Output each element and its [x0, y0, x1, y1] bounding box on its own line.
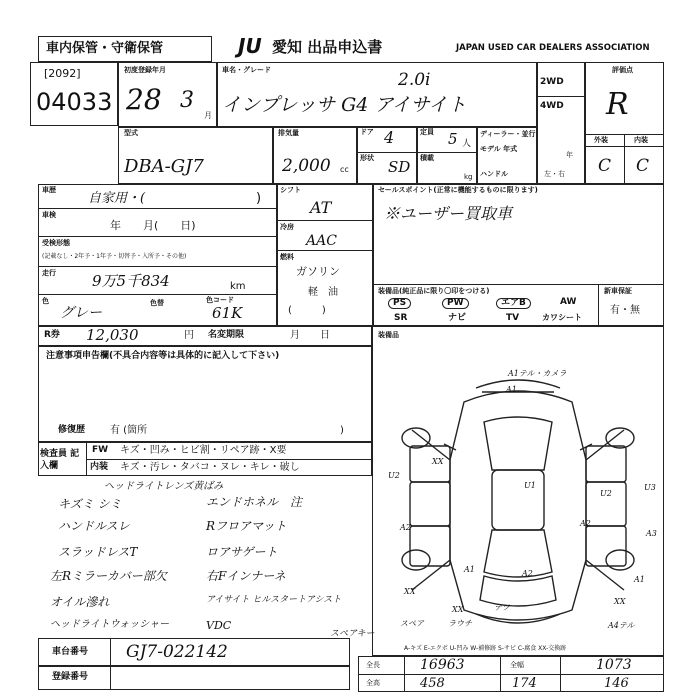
capacity: 5 [448, 130, 458, 148]
equip-tv: TV [506, 313, 520, 323]
ext-grade: C [598, 156, 612, 176]
use-label: 車歴 [42, 186, 56, 194]
drive-2wd: 2WD [540, 77, 564, 87]
association-en: JAPAN USED CAR DEALERS ASSOCIATION [456, 43, 650, 53]
regnum-label: 登録番号 [52, 672, 89, 682]
mark-a2-right: A2 [580, 519, 591, 528]
note-line-7: 左Rミラーカバー部欠 [50, 569, 167, 583]
note-line-1: キズミ シミ [58, 497, 122, 511]
mark-tetsu: テツ [494, 603, 510, 612]
model-code: DBA-GJ7 [124, 156, 204, 177]
ac-label: 冷房 [280, 223, 294, 231]
shift-label: シフト [280, 186, 301, 194]
equip-sr: SR [394, 313, 408, 323]
equip-leather: カワシート [542, 313, 582, 322]
equip-pw: PW [442, 298, 469, 309]
equip-label: 装備品(純正品に限り〇印をつける) [378, 287, 490, 295]
month-unit: 月 [204, 111, 212, 120]
length-label: 全長 [366, 661, 380, 669]
door-count: 4 [384, 128, 395, 147]
dealer-label: ディーラー・並行 [480, 130, 536, 138]
first-reg-month: 3 [180, 88, 194, 113]
car-name: インプレッサ G4 アイサイト [222, 94, 467, 116]
mark-xx-rear-right: XX [614, 597, 626, 606]
shift-value: AT [310, 198, 332, 217]
chassis-label: 車台番号 [52, 647, 89, 657]
height-3: 146 [604, 676, 629, 691]
note-line-5: スラッドレスT [58, 545, 138, 559]
note-line-2: エンドホネル 注 [206, 495, 303, 509]
chassis-number: GJ7-022142 [126, 642, 228, 662]
color-value: グレー [60, 305, 102, 321]
shape-label: 形状 [360, 154, 374, 162]
fuel-label: 燃料 [280, 253, 294, 261]
int-grade: C [636, 156, 650, 176]
disp-unit: cc [340, 165, 349, 174]
ext-label: 外装 [594, 136, 608, 144]
mark-u2-right: U2 [600, 489, 612, 498]
inspector-in-items: キズ・汚レ・タバコ・ヌレ・キレ・破し [120, 462, 300, 473]
mark-xx-left: XX [432, 457, 444, 466]
storage-label: 車内保管・守衛保管 [46, 41, 164, 56]
inspector-label: 検査員 記入欄 [40, 449, 80, 471]
mark-xx-bottom: XX [452, 605, 464, 614]
model-label: 型式 [124, 129, 138, 137]
note-line-11: ヘッドライトウォッシャー [50, 619, 170, 630]
year-unit: 年 [566, 151, 573, 159]
handle-options: 左・右 [544, 170, 565, 178]
repair-label: 修復歴 [58, 425, 86, 435]
recv-label: 受検形態 [42, 239, 70, 247]
new-warranty-options: 有・無 [610, 305, 640, 316]
lot-number: 04033 [36, 88, 113, 116]
body-shape: SD [388, 158, 411, 176]
notes-label: 注意事項申告欄(不具合内容等は具体的に記入して下さい) [46, 351, 280, 361]
fuel-alt: 軽 油 [308, 287, 338, 298]
color-change-label: 色替 [150, 299, 164, 307]
damage-legend: A-キズ E-エクボ U-凹み W-補修跡 S-サビ C-腐食 XX-交換跡 [404, 645, 567, 652]
displacement: 2,000 [282, 156, 331, 176]
mark-u3-right: U3 [644, 483, 656, 492]
height-label: 全高 [366, 679, 380, 687]
mileage-unit: km [230, 281, 246, 292]
note-line-12: VDC [206, 619, 232, 632]
name-label: 車名・グレード [222, 66, 271, 74]
note-line-3: ハンドルスレ [58, 519, 130, 533]
length-value: 16963 [420, 657, 465, 673]
mark-a2-rear: A2 [522, 569, 533, 578]
width-label: 全幅 [510, 661, 524, 669]
score-value: R [606, 87, 629, 122]
mark-u1: U1 [524, 481, 536, 490]
mark-a4-rear: A4テル [608, 621, 635, 630]
note-line-9: オイル滲れ [50, 595, 110, 609]
width-value: 1073 [596, 657, 632, 673]
cap-unit: 人 [462, 139, 472, 149]
inspect-label: 車検 [42, 211, 56, 219]
model-year-label: モデル 年式 [480, 145, 518, 153]
first-reg-year: 28 [126, 83, 162, 116]
mark-a1-front: A1 [506, 385, 517, 394]
mark-u2-left: U2 [388, 471, 400, 480]
weight-label: 積載 [420, 154, 434, 162]
int-label: 内装 [634, 136, 648, 144]
score-label: 評価点 [612, 66, 633, 74]
note-line-10: アイサイト ヒルスタートアシスト [206, 595, 342, 605]
drive-4wd: 4WD [540, 101, 564, 111]
repair-end: ) [340, 425, 344, 436]
color-label: 色 [42, 297, 49, 305]
mark-spare: スペア [400, 619, 424, 628]
mark-a2-left: A2 [400, 523, 411, 532]
fuel-paren: ( ) [288, 305, 326, 316]
mark-a1-mid: A1 [464, 565, 475, 574]
fuel-value: ガソリン [296, 265, 340, 278]
use-end: ) [256, 191, 262, 206]
equipment-note-label: 装備品 [378, 331, 399, 339]
recv-note: (記載なし・2年予・1年予・切替予・入所予・その他) [42, 253, 187, 260]
height-1: 458 [420, 676, 445, 691]
selling-text: ※ユーザー買取車 [384, 204, 513, 223]
mark-a1-right: A1 [634, 575, 645, 584]
equip-navi: ナビ [448, 313, 467, 323]
height-2: 174 [512, 676, 537, 691]
inspector-fw: FW [92, 445, 109, 455]
cap-label: 定員 [420, 128, 434, 136]
mark-a3-right: A3 [646, 529, 657, 538]
code-number: [2092] [44, 67, 81, 80]
equip-airbag: エアB [496, 298, 531, 309]
inspector-fw-items: キズ・凹み・ヒビ割・リペア跡・X要 [120, 445, 287, 456]
equip-aw: AW [560, 297, 577, 307]
ac-value: AAC [306, 233, 337, 249]
recycle-value: 12,030 [86, 326, 139, 344]
mark-raochi: ラウチ [448, 619, 472, 628]
door-label: ドア [360, 128, 374, 136]
new-warranty-label: 新車保証 [604, 287, 632, 295]
inspect-value: 年 月( 日) [110, 219, 196, 232]
first-reg-label: 初度登録年月 [124, 66, 166, 74]
equip-ps: PS [388, 298, 411, 309]
association-title: 愛知 出品申込書 [272, 38, 383, 56]
color-code-label: 色コード [206, 296, 234, 304]
weight-unit: kg [464, 173, 473, 181]
selling-label: セールスポイント(正常に機能するものに限ります) [378, 186, 538, 194]
ju-logo: JU [238, 34, 262, 58]
grade: 2.0i [398, 70, 431, 90]
mark-xx-rear-left: XX [404, 587, 416, 596]
use-value: 自家用・( [88, 191, 146, 206]
mileage-value: 9万5千834 [92, 272, 170, 290]
note-line-4: Rフロアマット [206, 519, 287, 533]
name-change-value: 月 日 [290, 330, 330, 341]
note-line-6: ロアサゲート [206, 545, 278, 559]
mileage-label: 走行 [42, 269, 56, 277]
recycle-label: R券 [44, 330, 60, 340]
note-line-8: 右Fインナーネ [206, 569, 286, 583]
repair-value: 有 (箇所 [110, 425, 148, 436]
mark-front: A1テル・カメラ [508, 369, 567, 378]
inspector-in: 内装 [90, 462, 109, 472]
color-code: 61K [212, 304, 243, 322]
name-change-label: 名変期限 [208, 330, 245, 340]
disp-label: 排気量 [278, 129, 299, 137]
note-line-13: スペアキー [330, 629, 375, 639]
handle-label: ハンドル [480, 170, 508, 178]
note-line-0: ヘッドライトレンズ黄ばみ [104, 481, 224, 492]
recycle-unit: 円 [184, 330, 194, 341]
